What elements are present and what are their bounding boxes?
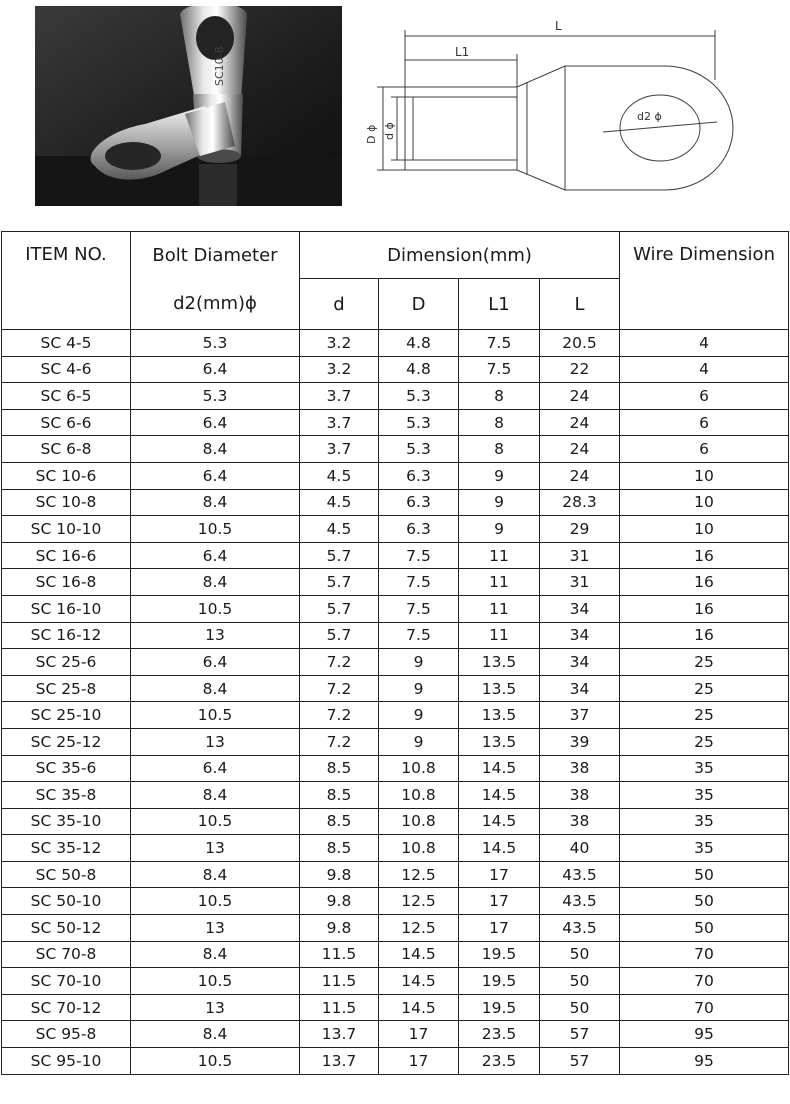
- L-cell: 57: [540, 1048, 620, 1075]
- item-no-cell: SC 10-8: [2, 489, 131, 516]
- L1-cell: 14.5: [459, 782, 540, 809]
- L1-cell: 14.5: [459, 808, 540, 835]
- header-item-no: ITEM NO.: [2, 232, 131, 330]
- L-cell: 31: [540, 542, 620, 569]
- item-no-cell: SC 10-6: [2, 462, 131, 489]
- item-no-cell: SC 6-8: [2, 436, 131, 463]
- d-cell: 13.7: [300, 1021, 379, 1048]
- item-no-cell: SC 16-12: [2, 622, 131, 649]
- D-cell: 17: [379, 1021, 459, 1048]
- wire-dimension-cell: 10: [620, 516, 789, 543]
- d-cell: 11.5: [300, 994, 379, 1021]
- D-cell: 4.8: [379, 356, 459, 383]
- L1-cell: 8: [459, 383, 540, 410]
- table-body: [2, 330, 789, 1075]
- table-row: [2, 755, 789, 782]
- L-cell: 57: [540, 1021, 620, 1048]
- lug-stamp-text: SC10-8: [213, 46, 226, 86]
- d-cell: 7.2: [300, 649, 379, 676]
- D-cell: 7.5: [379, 622, 459, 649]
- bolt-diameter-cell: 8.4: [131, 489, 300, 516]
- table-row: [2, 808, 789, 835]
- item-no-cell: SC 50-10: [2, 888, 131, 915]
- D-cell: 7.5: [379, 595, 459, 622]
- wire-dimension-cell: 6: [620, 409, 789, 436]
- L-cell: 43.5: [540, 888, 620, 915]
- L1-cell: 23.5: [459, 1048, 540, 1075]
- d-cell: 13.7: [300, 1048, 379, 1075]
- bolt-diameter-cell: 8.4: [131, 782, 300, 809]
- bolt-diameter-cell: 6.4: [131, 755, 300, 782]
- table-row: [2, 782, 789, 809]
- bolt-diameter-cell: 8.4: [131, 941, 300, 968]
- table-row: [2, 330, 789, 357]
- D-cell: 10.8: [379, 755, 459, 782]
- L1-cell: 19.5: [459, 968, 540, 995]
- table-row: [2, 569, 789, 596]
- d-cell: 5.7: [300, 542, 379, 569]
- L1-cell: 9: [459, 462, 540, 489]
- D-cell: 5.3: [379, 436, 459, 463]
- D-cell: 10.8: [379, 808, 459, 835]
- L1-cell: 13.5: [459, 675, 540, 702]
- D-cell: 12.5: [379, 888, 459, 915]
- wire-dimension-cell: 25: [620, 675, 789, 702]
- d-cell: 8.5: [300, 782, 379, 809]
- L1-cell: 11: [459, 569, 540, 596]
- wire-dimension-cell: 25: [620, 649, 789, 676]
- table-row: [2, 1048, 789, 1075]
- item-no-cell: SC 95-8: [2, 1021, 131, 1048]
- L1-cell: 13.5: [459, 728, 540, 755]
- L-cell: 20.5: [540, 330, 620, 357]
- dim-label-L1: L1: [455, 45, 470, 59]
- L1-cell: 17: [459, 888, 540, 915]
- item-no-cell: SC 50-8: [2, 861, 131, 888]
- D-cell: 9: [379, 649, 459, 676]
- wire-dimension-cell: 50: [620, 888, 789, 915]
- item-no-cell: SC 50-12: [2, 915, 131, 942]
- L-cell: 38: [540, 755, 620, 782]
- item-no-cell: SC 16-8: [2, 569, 131, 596]
- item-no-cell: SC 25-8: [2, 675, 131, 702]
- table-row: [2, 462, 789, 489]
- table-row: [2, 941, 789, 968]
- wire-dimension-cell: 35: [620, 808, 789, 835]
- D-cell: 14.5: [379, 994, 459, 1021]
- L-cell: 34: [540, 649, 620, 676]
- d-cell: 4.5: [300, 489, 379, 516]
- wire-dimension-cell: 16: [620, 569, 789, 596]
- dim-label-d2: d2 ϕ: [637, 110, 662, 123]
- L-cell: 28.3: [540, 489, 620, 516]
- bolt-diameter-cell: 13: [131, 728, 300, 755]
- wire-dimension-cell: 16: [620, 595, 789, 622]
- table-row: [2, 728, 789, 755]
- L-cell: 39: [540, 728, 620, 755]
- item-no-cell: SC 16-6: [2, 542, 131, 569]
- item-no-cell: SC 16-10: [2, 595, 131, 622]
- L-cell: 24: [540, 409, 620, 436]
- item-no-cell: SC 95-10: [2, 1048, 131, 1075]
- header-L1: L1: [459, 279, 540, 330]
- L1-cell: 11: [459, 595, 540, 622]
- D-cell: 14.5: [379, 968, 459, 995]
- d-cell: 3.2: [300, 356, 379, 383]
- D-cell: 4.8: [379, 330, 459, 357]
- D-cell: 7.5: [379, 569, 459, 596]
- L-cell: 24: [540, 383, 620, 410]
- L-cell: 50: [540, 994, 620, 1021]
- d-cell: 3.7: [300, 383, 379, 410]
- table-row: [2, 542, 789, 569]
- L1-cell: 9: [459, 516, 540, 543]
- header-bolt-diameter: Bolt Diameter: [131, 232, 300, 279]
- L-cell: 31: [540, 569, 620, 596]
- product-photo: [35, 6, 342, 206]
- bolt-diameter-cell: 13: [131, 915, 300, 942]
- L-cell: 34: [540, 595, 620, 622]
- d-cell: 9.8: [300, 861, 379, 888]
- L-cell: 40: [540, 835, 620, 862]
- table-row: [2, 915, 789, 942]
- bolt-diameter-cell: 6.4: [131, 649, 300, 676]
- d-cell: 9.8: [300, 888, 379, 915]
- L1-cell: 11: [459, 622, 540, 649]
- wire-dimension-cell: 50: [620, 861, 789, 888]
- d-cell: 11.5: [300, 968, 379, 995]
- D-cell: 9: [379, 702, 459, 729]
- dim-label-L: L: [555, 19, 562, 33]
- bolt-diameter-cell: 10.5: [131, 968, 300, 995]
- item-no-cell: SC 25-6: [2, 649, 131, 676]
- d-cell: 7.2: [300, 702, 379, 729]
- bolt-diameter-cell: 13: [131, 994, 300, 1021]
- D-cell: 14.5: [379, 941, 459, 968]
- cable-lug-photo: [35, 6, 342, 206]
- L1-cell: 13.5: [459, 702, 540, 729]
- wire-dimension-cell: 95: [620, 1048, 789, 1075]
- table-row: [2, 409, 789, 436]
- D-cell: 17: [379, 1048, 459, 1075]
- d-cell: 5.7: [300, 622, 379, 649]
- table-row: [2, 968, 789, 995]
- bolt-diameter-cell: 8.4: [131, 1021, 300, 1048]
- table-row: [2, 436, 789, 463]
- L-cell: 38: [540, 808, 620, 835]
- bolt-diameter-cell: 8.4: [131, 675, 300, 702]
- L-cell: 24: [540, 436, 620, 463]
- L1-cell: 11: [459, 542, 540, 569]
- D-cell: 10.8: [379, 835, 459, 862]
- item-no-cell: SC 4-6: [2, 356, 131, 383]
- bolt-diameter-cell: 6.4: [131, 542, 300, 569]
- L1-cell: 17: [459, 861, 540, 888]
- table-row: [2, 888, 789, 915]
- L-cell: 34: [540, 675, 620, 702]
- D-cell: 9: [379, 675, 459, 702]
- d-cell: 8.5: [300, 755, 379, 782]
- L-cell: 50: [540, 968, 620, 995]
- bolt-diameter-cell: 8.4: [131, 861, 300, 888]
- table-row: [2, 489, 789, 516]
- L-cell: 38: [540, 782, 620, 809]
- table-row: [2, 516, 789, 543]
- wire-dimension-cell: 35: [620, 782, 789, 809]
- wire-dimension-cell: 16: [620, 542, 789, 569]
- wire-dimension-cell: 10: [620, 462, 789, 489]
- L1-cell: 17: [459, 915, 540, 942]
- d-cell: 5.7: [300, 569, 379, 596]
- bolt-diameter-cell: 8.4: [131, 436, 300, 463]
- bolt-diameter-cell: 13: [131, 622, 300, 649]
- L1-cell: 13.5: [459, 649, 540, 676]
- L1-cell: 14.5: [459, 755, 540, 782]
- table-row: [2, 861, 789, 888]
- table-row: [2, 622, 789, 649]
- table-row: [2, 1021, 789, 1048]
- D-cell: 6.3: [379, 489, 459, 516]
- header-bolt-sub: d2(mm)ϕ: [131, 279, 300, 330]
- specification-table: [1, 231, 789, 1075]
- wire-dimension-cell: 4: [620, 356, 789, 383]
- wire-dimension-cell: 70: [620, 968, 789, 995]
- item-no-cell: SC 35-12: [2, 835, 131, 862]
- L1-cell: 9: [459, 489, 540, 516]
- item-no-cell: SC 10-10: [2, 516, 131, 543]
- D-cell: 6.3: [379, 462, 459, 489]
- table-row: [2, 649, 789, 676]
- L-cell: 24: [540, 462, 620, 489]
- L-cell: 37: [540, 702, 620, 729]
- item-no-cell: SC 70-12: [2, 994, 131, 1021]
- L1-cell: 23.5: [459, 1021, 540, 1048]
- d-cell: 8.5: [300, 808, 379, 835]
- bolt-diameter-cell: 6.4: [131, 409, 300, 436]
- bolt-diameter-cell: 10.5: [131, 595, 300, 622]
- item-no-cell: SC 70-8: [2, 941, 131, 968]
- L-cell: 43.5: [540, 861, 620, 888]
- header-dimension: Dimension(mm): [300, 232, 620, 279]
- bolt-diameter-cell: 10.5: [131, 702, 300, 729]
- dim-label-d: d ϕ: [383, 122, 396, 140]
- L-cell: 50: [540, 941, 620, 968]
- item-no-cell: SC 35-10: [2, 808, 131, 835]
- d-cell: 3.7: [300, 436, 379, 463]
- item-no-cell: SC 35-6: [2, 755, 131, 782]
- d-cell: 5.7: [300, 595, 379, 622]
- d-cell: 3.7: [300, 409, 379, 436]
- table-row: [2, 994, 789, 1021]
- L1-cell: 14.5: [459, 835, 540, 862]
- header-d: d: [300, 279, 379, 330]
- item-no-cell: SC 70-10: [2, 968, 131, 995]
- header-L: L: [540, 279, 620, 330]
- dim-label-D: D ϕ: [365, 124, 378, 144]
- bolt-diameter-cell: 13: [131, 835, 300, 862]
- d-cell: 4.5: [300, 516, 379, 543]
- dimension-drawing: [355, 10, 785, 210]
- D-cell: 12.5: [379, 861, 459, 888]
- wire-dimension-cell: 35: [620, 835, 789, 862]
- d-cell: 4.5: [300, 462, 379, 489]
- item-no-cell: SC 25-10: [2, 702, 131, 729]
- wire-dimension-cell: 70: [620, 994, 789, 1021]
- lug-outline-svg: [355, 10, 785, 210]
- D-cell: 6.3: [379, 516, 459, 543]
- L1-cell: 19.5: [459, 941, 540, 968]
- d-cell: 11.5: [300, 941, 379, 968]
- D-cell: 5.3: [379, 409, 459, 436]
- table-row: [2, 595, 789, 622]
- L1-cell: 7.5: [459, 356, 540, 383]
- item-no-cell: SC 35-8: [2, 782, 131, 809]
- wire-dimension-cell: 10: [620, 489, 789, 516]
- D-cell: 9: [379, 728, 459, 755]
- bolt-diameter-cell: 10.5: [131, 808, 300, 835]
- item-no-cell: SC 25-12: [2, 728, 131, 755]
- d-cell: 7.2: [300, 675, 379, 702]
- wire-dimension-cell: 95: [620, 1021, 789, 1048]
- wire-dimension-cell: 6: [620, 436, 789, 463]
- table-row: [2, 702, 789, 729]
- D-cell: 5.3: [379, 383, 459, 410]
- bolt-diameter-cell: 10.5: [131, 1048, 300, 1075]
- table-row: [2, 675, 789, 702]
- L1-cell: 8: [459, 436, 540, 463]
- bolt-diameter-cell: 6.4: [131, 462, 300, 489]
- L1-cell: 8: [459, 409, 540, 436]
- item-no-cell: SC 6-5: [2, 383, 131, 410]
- wire-dimension-cell: 35: [620, 755, 789, 782]
- D-cell: 7.5: [379, 542, 459, 569]
- bolt-diameter-cell: 5.3: [131, 330, 300, 357]
- bolt-diameter-cell: 10.5: [131, 516, 300, 543]
- L1-cell: 19.5: [459, 994, 540, 1021]
- table-row: [2, 356, 789, 383]
- bolt-diameter-cell: 8.4: [131, 569, 300, 596]
- d-cell: 8.5: [300, 835, 379, 862]
- D-cell: 12.5: [379, 915, 459, 942]
- d-cell: 7.2: [300, 728, 379, 755]
- header-wire-dimension: Wire Dimension: [620, 232, 789, 330]
- wire-dimension-cell: 16: [620, 622, 789, 649]
- table-row: [2, 835, 789, 862]
- d-cell: 9.8: [300, 915, 379, 942]
- d-cell: 3.2: [300, 330, 379, 357]
- L1-cell: 7.5: [459, 330, 540, 357]
- wire-dimension-cell: 70: [620, 941, 789, 968]
- wire-dimension-cell: 25: [620, 702, 789, 729]
- bolt-diameter-cell: 5.3: [131, 383, 300, 410]
- bolt-diameter-cell: 10.5: [131, 888, 300, 915]
- wire-dimension-cell: 25: [620, 728, 789, 755]
- D-cell: 10.8: [379, 782, 459, 809]
- wire-dimension-cell: 4: [620, 330, 789, 357]
- L-cell: 34: [540, 622, 620, 649]
- item-no-cell: SC 4-5: [2, 330, 131, 357]
- item-no-cell: SC 6-6: [2, 409, 131, 436]
- table-row: [2, 383, 789, 410]
- L-cell: 22: [540, 356, 620, 383]
- L-cell: 43.5: [540, 915, 620, 942]
- wire-dimension-cell: 50: [620, 915, 789, 942]
- bolt-diameter-cell: 6.4: [131, 356, 300, 383]
- L-cell: 29: [540, 516, 620, 543]
- header-D: D: [379, 279, 459, 330]
- wire-dimension-cell: 6: [620, 383, 789, 410]
